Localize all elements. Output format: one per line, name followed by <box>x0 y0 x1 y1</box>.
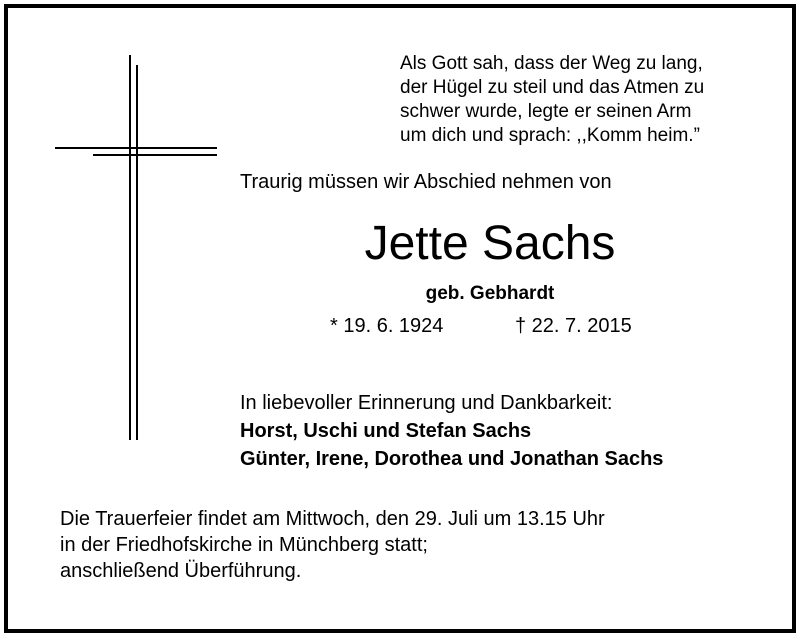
service-line: Die Trauerfeier findet am Mittwoch, den 29. Juli um 13.15 Uhr <box>60 508 605 530</box>
poem-line: der Hügel zu steil und das Atmen zu <box>400 77 705 98</box>
service-info <box>60 506 605 584</box>
deceased-name: Jette Sachs <box>364 217 616 270</box>
poem-line: um dich und sprach: ,,Komm heim.” <box>400 125 700 146</box>
mourners-heading: In liebevoller Erinnerung und Dankbarkeit: <box>240 392 613 414</box>
poem <box>400 52 745 148</box>
birth-date: * 19. 6. 1924 <box>330 315 444 337</box>
death-date: † 22. 7. 2015 <box>515 315 632 337</box>
mourner-family: Horst, Uschi und Stefan Sachs <box>240 420 532 442</box>
maiden-name: geb. Gebhardt <box>425 283 555 304</box>
cross-icon <box>55 55 220 440</box>
intro-text: Traurig müssen wir Abschied nehmen von <box>240 171 612 193</box>
service-line: anschließend Überführung. <box>60 560 302 582</box>
poem-line: Als Gott sah, dass der Weg zu lang, <box>400 53 703 74</box>
mourners-block <box>240 389 663 473</box>
service-line: in der Friedhofskirche in Münchberg statt; <box>60 534 428 556</box>
mourner-family: Günter, Irene, Dorothea und Jonathan Sachs <box>240 448 664 470</box>
poem-line: schwer wurde, legte er seinen Arm <box>400 101 692 122</box>
